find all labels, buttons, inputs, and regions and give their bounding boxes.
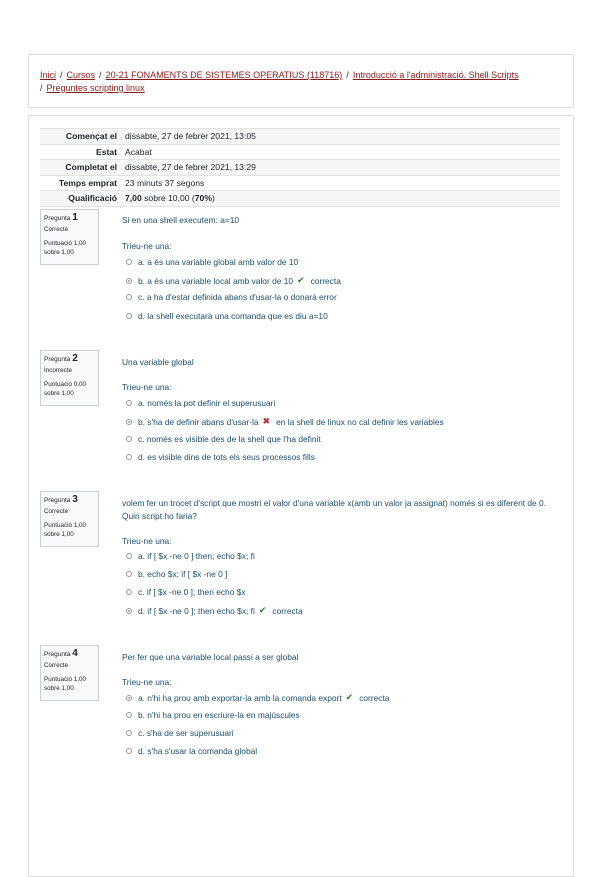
question-state: Correcte <box>44 226 69 233</box>
question-max: sobre 1,00 <box>44 531 74 538</box>
completed-value: dissabte, 27 de febrer 2021, 13:29 <box>121 160 560 176</box>
answer-option[interactable] <box>126 692 389 703</box>
breadcrumb-section-link[interactable]: Introducció a l'administració. Shell Scripts <box>352 70 519 80</box>
radio-button[interactable] <box>126 589 132 595</box>
answer-option[interactable] <box>126 746 257 756</box>
answer-text: b. n'hi ha prou en escriure-la en majúscules <box>138 710 300 720</box>
answer-option[interactable] <box>126 434 321 444</box>
started-label: Començat el <box>40 129 121 145</box>
choose-prompt: Trieu-ne una: <box>122 241 172 251</box>
breadcrumb-quiz-link[interactable]: Preguntes scripting linux <box>46 83 145 93</box>
radio-button[interactable] <box>126 553 132 559</box>
radio-button[interactable] <box>126 436 132 442</box>
choose-prompt: Trieu-ne una: <box>122 382 172 392</box>
answer-text: b. echo $x; if [ $x -ne 0 ] <box>138 569 228 579</box>
question-label: Pregunta <box>44 215 71 222</box>
correct-check-icon: ✔ <box>345 692 354 702</box>
radio-button[interactable] <box>126 571 132 577</box>
radio-button[interactable] <box>126 259 132 265</box>
question-state: Correcte <box>44 508 69 515</box>
breadcrumb-separator: / <box>99 70 102 80</box>
answer-text: c. només es visible des de la shell que l'ha definit <box>138 434 321 444</box>
grade-score: 7,00 <box>125 193 142 204</box>
choose-prompt: Trieu-ne una: <box>122 536 172 546</box>
question-text-4: Per fer que una variable local passi a ser global <box>122 652 299 662</box>
breadcrumb-card <box>28 54 574 108</box>
question-max: sobre 1,00 <box>44 249 74 256</box>
time-value: 23 minuts 37 segons <box>121 175 560 191</box>
grade-percent: 70% <box>194 193 212 204</box>
quiz-review-card <box>28 115 574 877</box>
answer-text: d. if [ $x -ne 0 ]; then echo $x; fi <box>138 605 255 616</box>
answer-text: a. if [ $x -ne 0 ] then; echo $x; fi <box>138 551 255 561</box>
radio-button-selected[interactable] <box>126 278 132 284</box>
summary-row-grade <box>40 191 560 207</box>
breadcrumb-separator: / <box>346 70 349 80</box>
started-value: dissabte, 27 de febrer 2021, 13:05 <box>121 129 560 145</box>
question-info-3 <box>40 491 99 547</box>
answer-option[interactable] <box>126 275 341 286</box>
answer-text: a. a és una variable global amb valor de 10 <box>138 257 299 267</box>
answer-option[interactable] <box>126 452 315 462</box>
state-value: Acabat <box>121 144 560 160</box>
breadcrumb-course-link[interactable]: 20-21 FONAMENTS DE SISTEMES OPERATIUS (118716) <box>105 70 343 80</box>
incorrect-cross-icon: ✖ <box>262 416 271 426</box>
attempt-summary-table <box>40 128 560 207</box>
question-label: Pregunta <box>44 497 71 504</box>
grade-label: Qualificació <box>40 191 121 207</box>
summary-row-time <box>40 175 560 191</box>
correct-check-icon: ✔ <box>297 275 305 285</box>
question-label: Pregunta <box>44 356 71 363</box>
question-points: Puntuació 1,00 <box>44 240 87 247</box>
answer-feedback: correcta <box>310 275 341 286</box>
question-info-2 <box>40 350 99 406</box>
answer-option[interactable] <box>126 311 328 321</box>
radio-button[interactable] <box>126 313 132 319</box>
radio-button[interactable] <box>126 294 132 300</box>
answer-option[interactable] <box>126 587 246 597</box>
question-number <box>44 495 98 505</box>
state-label: Estat <box>40 144 121 160</box>
question-info-4 <box>40 645 99 701</box>
answer-option[interactable] <box>126 416 444 427</box>
answer-option[interactable] <box>126 292 337 302</box>
summary-row-completed <box>40 160 560 176</box>
answer-option[interactable] <box>126 569 227 579</box>
breadcrumb <box>40 69 560 95</box>
answer-text: d. es visible dins de tots els seus processos fills <box>138 452 315 462</box>
answer-text: d. la shell executarà una comanda que es diu a=10 <box>138 311 328 321</box>
answer-option[interactable] <box>126 605 303 616</box>
question-number <box>44 354 98 364</box>
question-number-value: 2 <box>72 353 78 364</box>
answer-text: c. a ha d'estar definida abans d'usar-la o donarà error <box>138 292 337 302</box>
question-points: Puntuació 1,00 <box>44 522 87 529</box>
radio-button-selected[interactable] <box>126 419 132 425</box>
breadcrumb-separator: / <box>60 70 63 80</box>
time-label: Temps emprat <box>40 175 121 191</box>
answer-feedback: en la shell de linux no cal definir les variables <box>276 416 444 427</box>
completed-label: Completat el <box>40 160 121 176</box>
answer-feedback: correcta <box>272 605 303 616</box>
answer-option[interactable] <box>126 728 234 738</box>
radio-button[interactable] <box>126 400 132 406</box>
summary-row-state <box>40 144 560 160</box>
question-number <box>44 213 98 223</box>
answer-text: c. s'ha de ser superusuari <box>138 728 234 738</box>
answer-option[interactable] <box>126 398 275 408</box>
radio-button[interactable] <box>126 730 132 736</box>
answer-text: c. if [ $x -ne 0 ]; then echo $x <box>138 587 246 597</box>
answer-option[interactable] <box>126 551 255 561</box>
correct-check-icon: ✔ <box>258 605 267 615</box>
answer-option[interactable] <box>126 257 298 267</box>
answer-text: b. a és una variable local amb valor de 10 <box>138 275 294 286</box>
question-number <box>44 649 98 659</box>
answer-feedback: correcta <box>359 692 390 703</box>
question-state: Correcte <box>44 662 69 669</box>
question-state: Incorrecte <box>44 367 72 374</box>
question-text-3: volem fer un trocet d'script que mostri el valor d'una variable x(amb un valor ja assignat) només si es diferent de 0. Quin script ho faria? <box>122 498 547 521</box>
grade-value: 7,00 sobre 10,00 (70%) <box>121 191 560 207</box>
grade-over: sobre 10,00 <box>144 193 190 204</box>
question-text-2: Una variable global <box>122 357 194 367</box>
radio-button-selected[interactable] <box>126 695 132 701</box>
question-text-1: Si en una shell executem: a=10 <box>122 215 240 225</box>
question-max: sobre 1,00 <box>44 390 74 397</box>
answer-text: d. s'ha s'usar la comanda global <box>138 746 258 756</box>
question-number-value: 1 <box>72 212 78 223</box>
question-label: Pregunta <box>44 651 71 658</box>
radio-button[interactable] <box>126 454 132 460</box>
answer-text: b. s'ha de definir abans d'usar-la <box>138 416 259 427</box>
question-max: sobre 1,00 <box>44 685 74 692</box>
question-points: Puntuació 0,00 <box>44 381 87 388</box>
question-number-value: 3 <box>72 494 78 505</box>
breadcrumb-separator: / <box>40 83 43 93</box>
answer-option[interactable] <box>126 710 300 720</box>
question-number-value: 4 <box>72 648 78 659</box>
choose-prompt: Trieu-ne una: <box>122 677 172 687</box>
breadcrumb-home-link[interactable]: Inici <box>40 70 57 80</box>
radio-button[interactable] <box>126 712 132 718</box>
question-info-1 <box>40 209 99 265</box>
breadcrumb-courses-link[interactable]: Cursos <box>66 70 96 80</box>
answer-text: a. n'hi ha prou amb exportar-la amb la comanda export <box>138 692 342 703</box>
radio-button[interactable] <box>126 748 132 754</box>
answer-text: a. només la pot definir el superusuari <box>138 398 276 408</box>
question-points: Puntuació 1,00 <box>44 676 87 683</box>
radio-button-selected[interactable] <box>126 608 132 614</box>
summary-row-started <box>40 129 560 145</box>
